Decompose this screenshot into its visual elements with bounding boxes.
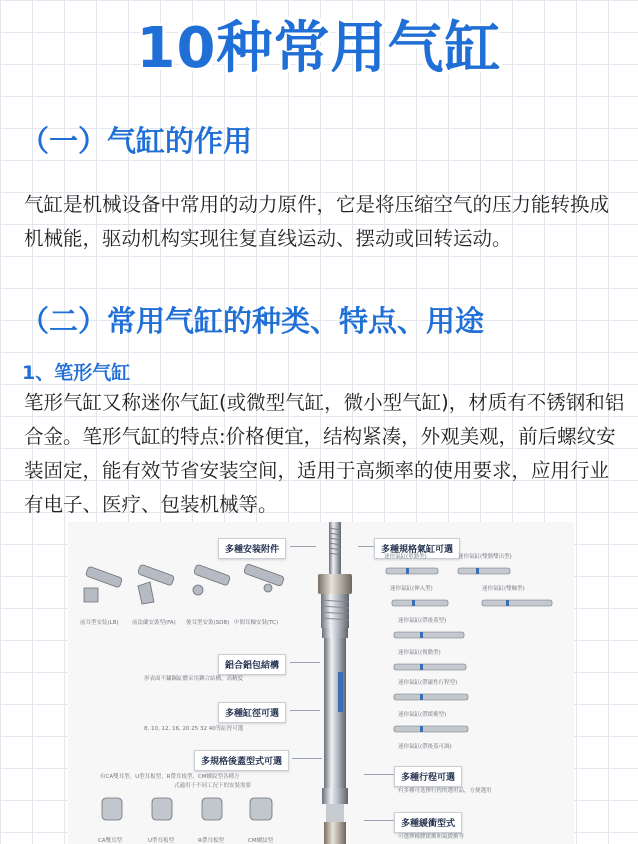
page-title: 10种常用气缸: [136, 16, 502, 81]
section1-heading: （一）气缸的作用: [20, 124, 253, 158]
cover-type-1: CA雙耳型: [98, 838, 123, 844]
item1-title: 1、笔形气缸: [22, 362, 131, 384]
variant-3: 迷你氣缸(伸入型): [390, 586, 433, 592]
variant-1: 迷你氣缸(單動型): [384, 554, 427, 560]
mount-type-3: 後耳型安裝(SDB): [186, 620, 230, 626]
label-accessories: 多種安装附件: [218, 538, 286, 559]
cover-note: 有CA雙耳型、U型耳板型、R帶耳板型、CM螺紋型各種方: [100, 774, 240, 780]
section1-body: 气缸是机械设备中常用的动力原件，它是将压缩空气的压力能转换成机械能，驱动机构实现往复直线运动、摆动或回转运动。: [24, 193, 610, 250]
section2-heading: （二）常用气缸的种类、特点、用途: [20, 304, 485, 338]
label-cover-type: 多規格後蓋型式可選: [194, 750, 289, 771]
variant-5: 迷你氣缸(帶後蓋型): [398, 618, 447, 624]
cover-types-illustration: [96, 792, 296, 832]
mount-type-2: 前法蘭安裝型(FA): [132, 620, 176, 626]
pen-cylinder-illustration: [300, 522, 370, 844]
cover-type-3: R帶耳板型: [198, 838, 224, 844]
item1-body: 笔形气缸又称迷你气缸(或微型气缸，微小型气缸)，材质有不锈钢和铝合金。笔形气缸的特点:价格便宜，结构紧凑，外观美观，前后螺纹安装固定，能有效节省安装空间，适用于高频率的使用要求，应用行业有电子、医疗、包装机械等。: [24, 391, 625, 516]
label-aluminum: 鋁合鋁包結構: [218, 654, 286, 675]
label-stroke-option: 多種行程可選: [394, 766, 462, 787]
bore-sizes: 8, 10, 12, 16, 20 25 32 40等缸徑可選: [144, 726, 244, 732]
label-stroke: 多種缸徑可選: [218, 702, 286, 723]
cover-type-2: U型耳板型: [148, 838, 175, 844]
variant-7: 迷你氣缸(帶磁性行程型): [398, 680, 458, 686]
mount-type-4: 中間耳軸安裝(TC): [234, 620, 279, 626]
variant-9: 迷你氣缸(帶後蓋可調): [398, 744, 452, 750]
variant-4: 迷你氣缸(雙軸型): [482, 586, 525, 592]
variant-2: 迷你氣缸(雙動雙出型): [458, 554, 512, 560]
mount-types-illustration: [76, 558, 296, 622]
variant-6: 迷你氣缸(復動型): [398, 650, 441, 656]
cover-type-4: CM螺紋型: [248, 838, 274, 844]
pen-cylinder-diagram: [68, 522, 574, 844]
aluminum-note: 形表面不鏽鋼缸體采用鉚合結構，高精度: [144, 676, 244, 682]
variant-8: 迷你氣缸(帶緩衝型): [398, 712, 447, 718]
stroke-note: 有多種可选擇行程的選用品，方便選用: [398, 788, 492, 794]
cover-note-2: 式適用于不同工況下的安裝需要: [174, 783, 252, 789]
buffer-note: 可選擇橡膠緩衝和氣緩衝等: [398, 834, 465, 840]
label-buffer: 多種緩衝型式: [394, 812, 462, 833]
label-cylinder-options: 多種規格氣缸可選: [374, 538, 460, 559]
mount-type-1: 前耳型安装(LB): [80, 620, 119, 626]
